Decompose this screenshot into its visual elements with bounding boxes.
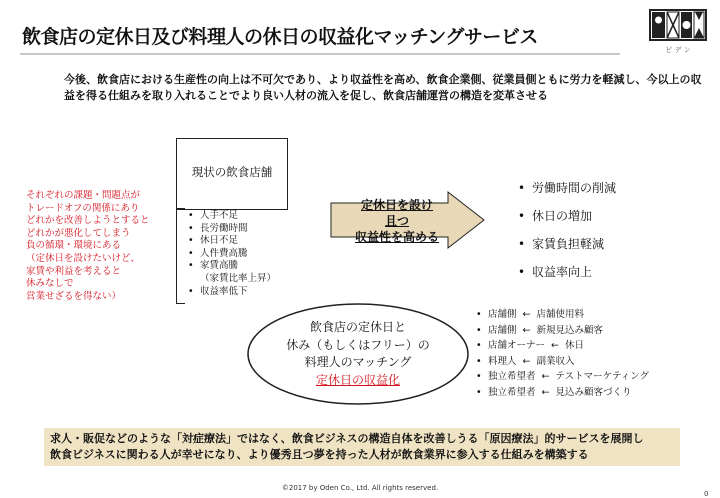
matching-label: 飲食店の定休日と 休み（もしくはフリー）の 料理人のマッチング 定休日の収益化	[286, 320, 430, 387]
list-item: • 店舗側 ← 新規見込み顧客	[476, 324, 604, 336]
list-item: • 家賃負担軽減	[518, 237, 605, 251]
benefit-list	[518, 174, 616, 286]
copyright: ©2017 by Oden Co., Ltd. All rights reserved.	[281, 484, 439, 492]
list-item: • 店舗オーナー ← 休日	[476, 340, 585, 351]
intro-paragraph: 今後、飲食店における生産性の向上は不可欠であり、より収益性を高め、飲食企業側、従業員側ともに労力を軽減し、今以上の収益を得る仕組みを取り入れることでより良い人材の流入を促し、飲食店舗運営の構造を変革させる	[64, 73, 702, 102]
summary-text: 求人・販促などのような「対症療法」ではなく、飲食ビジネスの構造自体を改善しうる「原因療法」的サービスを展開し 飲食ビジネスに関わる人が幸せになり、より優秀且つ夢を持った人材が飲食業界に参入する仕組みを構築する	[50, 432, 644, 461]
list-item: • 収益率向上	[518, 265, 593, 279]
arrow-label-line: 収益性を高める	[354, 230, 439, 244]
list-item: • 休日の増加	[518, 209, 593, 223]
list-item: • 長労働時間	[188, 222, 248, 234]
page-title: 飲食店の定休日及び料理人の休日の収益化マッチングサービス	[22, 26, 538, 48]
list-item: • 店舗側 ← 店舗使用料	[476, 309, 585, 320]
list-item: • 独立希望者 ← テストマーケティング	[476, 371, 649, 382]
match-list	[476, 307, 649, 400]
list-item: • 人件費高騰	[188, 247, 248, 259]
current-store-box	[176, 138, 288, 210]
red-note: それぞれの課題・問題点が トレードオフの関係にあり どれかを改善しようとすると どれかが悪化してしまう 負の循環・環境にある （定休日を設けたいけど、 家賃や利益を考えると 休みなしで 営業せざるを得ない）	[26, 190, 150, 302]
list-item: • 労働時間の削減	[518, 181, 617, 195]
list-item: • 人手不足	[188, 210, 239, 221]
page-number: 0	[704, 490, 709, 498]
problem-list	[188, 210, 276, 298]
monetization-highlight: 定休日の収益化	[315, 372, 400, 387]
current-store-label: 現状の飲食店舗	[191, 165, 273, 179]
list-item: • 家賃高騰	[188, 260, 239, 272]
arrow-label-line: 且つ	[384, 214, 409, 228]
arrow-label-line: 定休日を設け	[360, 198, 433, 212]
logo-caption: ビ デ ン	[665, 46, 691, 54]
list-item: • 料理人 ← 副業収入	[476, 355, 575, 367]
list-item: • 独立希望者 ← 見込み顧客づくり	[476, 386, 632, 398]
problem-bracket	[176, 208, 185, 304]
list-item: • 休日不足	[188, 235, 239, 247]
list-item: • 収益率低下	[188, 285, 248, 297]
oden-logo-icon	[648, 8, 708, 56]
arrow-label	[330, 197, 464, 245]
list-item: （家賃比率上昇）	[200, 272, 277, 284]
title-divider	[20, 53, 620, 55]
